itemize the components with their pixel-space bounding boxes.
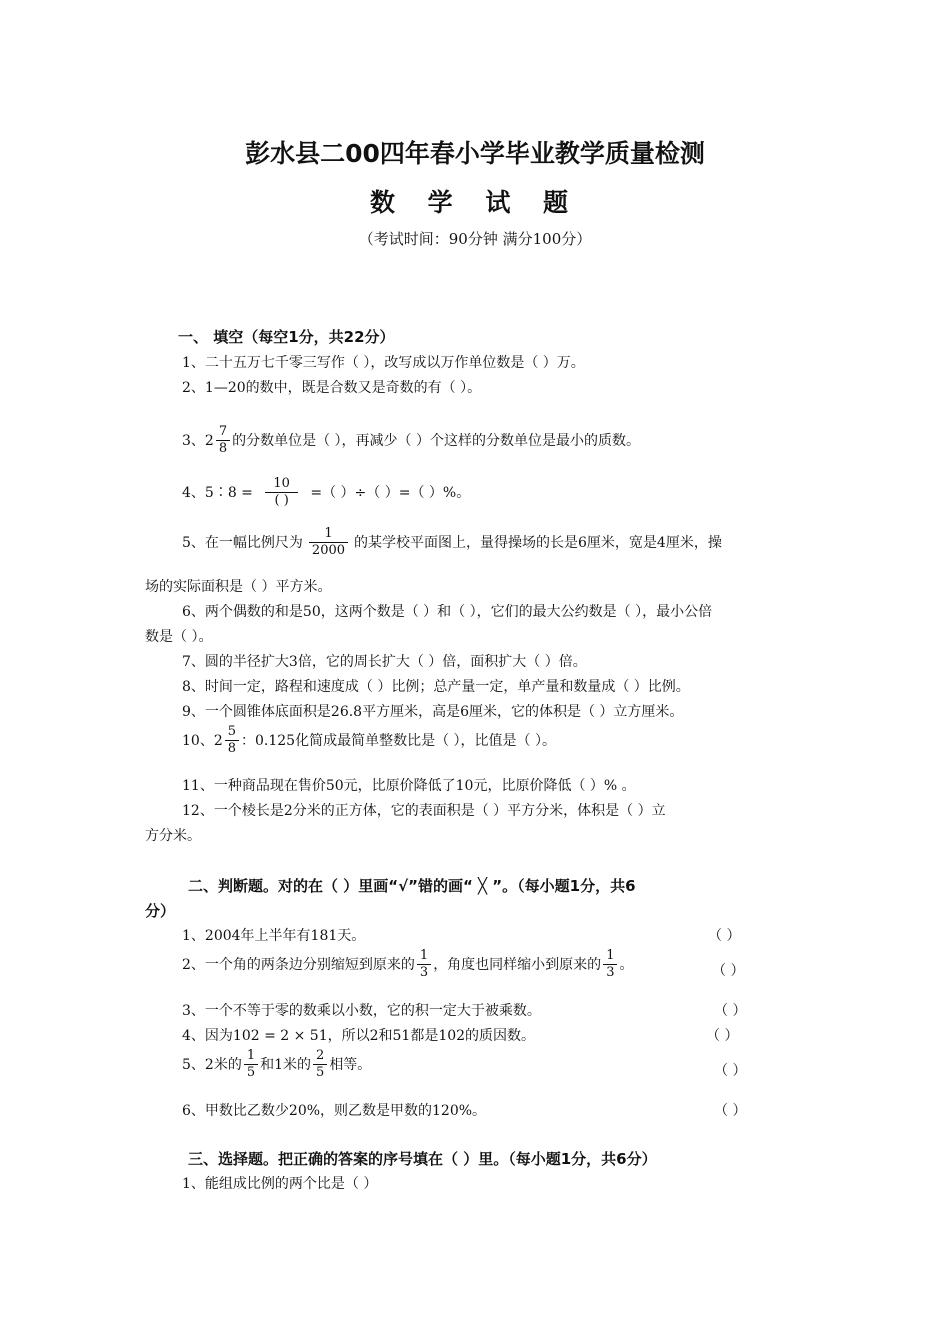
s2q2-suffix: 。 bbox=[619, 956, 634, 973]
section2-q4: 4、因为102 = 2 × 51，所以2和51都是102的质因数。 bbox=[182, 1028, 536, 1044]
section1-q5 bbox=[182, 526, 722, 560]
section1-q6: 6、两个偶数的和是50，这两个数是（ ）和（ ），它们的最大公约数是（ ），最小公倍 bbox=[182, 604, 713, 620]
section2-q4-answer[interactable]: （ ） bbox=[706, 1028, 739, 1044]
q10-numerator: 5 bbox=[225, 724, 239, 741]
section1-q3 bbox=[182, 424, 640, 458]
s2q2-prefix: 2、一个角的两条边分别缩短到原来的 bbox=[182, 956, 415, 973]
s2q2-denominator-2: 3 bbox=[606, 965, 615, 981]
q4-prefix: 4、5∶8 = bbox=[182, 484, 253, 501]
q10-prefix: 10、2 bbox=[182, 732, 223, 749]
section2-q2-answer[interactable]: （ ） bbox=[712, 963, 745, 979]
section2-title-line2: 分） bbox=[145, 902, 176, 920]
s2q5-suffix: 相等。 bbox=[329, 1056, 372, 1073]
section1-q8: 8、时间一定，路程和速度成（ ）比例；总产量一定，单产量和数量成（ ）比例。 bbox=[182, 679, 690, 695]
section2-q6-answer[interactable]: （ ） bbox=[714, 1103, 747, 1119]
q5-denominator: 2000 bbox=[311, 543, 346, 559]
exam-title: 彭水县二00四年春小学毕业教学质量检测 bbox=[245, 139, 705, 168]
q4-denominator: ( ) bbox=[274, 493, 289, 509]
s2q5-numerator-2: 2 bbox=[313, 1048, 327, 1065]
section1-q1: 1、二十五万七千零三写作（ ），改写成以万作单位数是（ ）万。 bbox=[182, 355, 585, 371]
s2q2-fraction-1 bbox=[417, 948, 431, 982]
q5-fraction bbox=[309, 526, 348, 560]
s2q5-prefix: 5、2米的 bbox=[182, 1056, 242, 1073]
section2-q3-answer[interactable]: （ ） bbox=[714, 1003, 747, 1019]
s2q5-numerator-1: 1 bbox=[244, 1048, 258, 1065]
s2q2-numerator-2: 1 bbox=[603, 948, 617, 965]
section1-q2: 2、1—20的数中，既是合数又是奇数的有（ ）。 bbox=[182, 380, 482, 396]
section3-q1: 1、能组成比例的两个比是（ ） bbox=[182, 1176, 378, 1192]
section1-q5-line2: 场的实际面积是（ ）平方米。 bbox=[145, 579, 332, 595]
section2-title: 二、判断题。对的在（ ）里画“√”错的画“ ╳ ”。（每小题1分，共6 bbox=[188, 877, 636, 895]
section2-q1-answer[interactable]: （ ） bbox=[708, 928, 741, 944]
section1-q12-line2: 方分米。 bbox=[145, 828, 201, 844]
q5-prefix: 5、在一幅比例尺为 bbox=[182, 534, 303, 551]
section1-q9: 9、一个圆锥体底面积是26.8平方厘米，高是6厘米，它的体积是（ ）立方厘米。 bbox=[182, 704, 684, 720]
q4-fraction bbox=[265, 476, 298, 510]
q5-numerator: 1 bbox=[309, 526, 348, 543]
s2q2-mid: ，角度也同样缩小到原来的 bbox=[433, 956, 602, 973]
q3-suffix: 的分数单位是（ ），再减少（ ）个这样的分数单位是最小的质数。 bbox=[232, 432, 641, 449]
q3-numerator: 7 bbox=[216, 424, 230, 441]
q3-fraction bbox=[216, 424, 230, 458]
q10-denominator: 8 bbox=[227, 741, 237, 757]
section1-q11: 11、一种商品现在售价50元，比原价降低了10元，比原价降低（ ）% 。 bbox=[182, 778, 636, 794]
section1-q4 bbox=[182, 476, 470, 510]
section2-q5 bbox=[182, 1048, 371, 1082]
s2q2-numerator-1: 1 bbox=[417, 948, 431, 965]
s2q5-fraction-2 bbox=[313, 1048, 327, 1082]
section1-q6-line2: 数是（ ）。 bbox=[145, 629, 213, 645]
s2q5-denominator-2: 5 bbox=[316, 1065, 325, 1081]
s2q5-denominator-1: 5 bbox=[246, 1065, 256, 1081]
s2q5-fraction-1 bbox=[244, 1048, 258, 1082]
section2-q5-answer[interactable]: （ ） bbox=[714, 1063, 747, 1079]
s2q5-mid: 和1米的 bbox=[260, 1056, 312, 1073]
q5-suffix: 的某学校平面图上，量得操场的长是6厘米，宽是4厘米，操 bbox=[354, 534, 722, 551]
section1-q10 bbox=[182, 724, 556, 758]
s2q2-denominator-1: 3 bbox=[419, 965, 429, 981]
section2-q3: 3、一个不等于零的数乘以小数，它的积一定大于被乘数。 bbox=[182, 1003, 541, 1019]
q4-suffix: =（ ）÷（ ）=（ ）%。 bbox=[310, 484, 471, 501]
exam-note: （考试时间：90分钟 满分100分） bbox=[358, 230, 592, 248]
q10-fraction bbox=[225, 724, 239, 758]
section2-q1: 1、2004年上半年有181天。 bbox=[182, 928, 366, 944]
section1-q12: 12、一个棱长是2分米的正方体，它的表面积是（ ）平方分米，体积是（ ）立 bbox=[182, 803, 666, 819]
q3-prefix: 3、2 bbox=[182, 432, 214, 449]
q4-numerator: 10 bbox=[265, 476, 298, 493]
exam-subtitle: 数 学 试 题 bbox=[369, 188, 581, 217]
q3-denominator: 8 bbox=[218, 441, 228, 457]
section2-q6: 6、甲数比乙数少20%，则乙数是甲数的120%。 bbox=[182, 1103, 487, 1119]
q10-suffix: ：0.125化简成最简单整数比是（ ），比值是（ ）。 bbox=[241, 732, 556, 749]
section1-title: 一、 填空（每空1分，共22分） bbox=[178, 328, 395, 346]
section3-title: 三、选择题。把正确的答案的序号填在（ ）里。（每小题1分，共6分） bbox=[188, 1150, 657, 1168]
section2-q2 bbox=[182, 948, 633, 982]
s2q2-fraction-2 bbox=[603, 948, 617, 982]
section1-q7: 7、圆的半径扩大3倍，它的周长扩大（ ）倍，面积扩大（ ）倍。 bbox=[182, 654, 587, 670]
